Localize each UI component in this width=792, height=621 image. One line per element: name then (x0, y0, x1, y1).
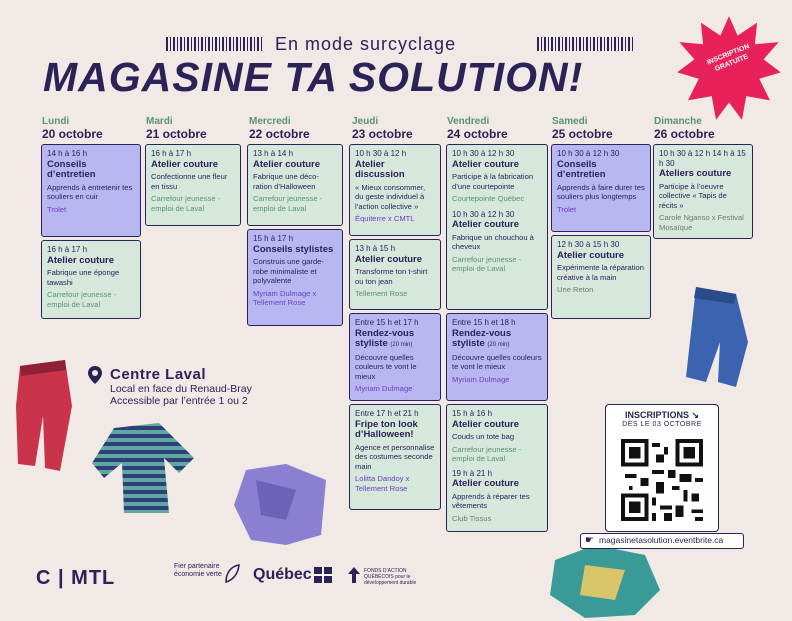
event-card-jeudi-rdv-styliste[interactable]: Entre 15 h et 17 h Rendez-vous styliste (20 min) Découvre quelles couleurs te vont le mieux Myriam Dulmage (349, 313, 441, 401)
map-pin-icon (88, 366, 102, 384)
inscriptions-date: DÈS LE 03 OCTOBRE (622, 421, 702, 428)
cursor-hand-icon: ☛ (585, 535, 594, 546)
day-header-lundi: Lundi 20 octobre (42, 116, 103, 141)
fonds-action-logo: FONDS D’ACTION QUÉBÉCOIS pour le développement durable (364, 568, 417, 586)
event-card-mardi-couture[interactable]: 16 h à 17 h Atelier couture Confectionne une fleur en tissu Carrefour jeunesse -emploi de Laval (145, 144, 241, 226)
event-card-jeudi-fripe[interactable]: Entre 17 h et 21 h Fripe ton look d’Halloween! Agence et personnalise des costumes seconde main Lolitta Dandoy x Tellement Rose (349, 404, 441, 510)
event-card-lundi-couture[interactable]: 16 h à 17 h Atelier couture Fabrique une éponge tawashi Carrefour jeunesse -emploi de Laval (41, 240, 141, 319)
day-header-mardi: Mardi 21 octobre (146, 116, 207, 141)
event-card-vendredi-couture-pair[interactable]: 10 h 30 à 12 h 30 Atelier couture Participe à la fabrication d’une courtepointe Courtepointe Québec 10 h 30 à 12 h 30 Atelier couture Fabrique un chouchou à cheveux Carrefour jeunesse -emploi de Laval (446, 144, 548, 310)
badge-text: INSCRIPTION GRATUITE (706, 43, 751, 74)
purple-shirt-icon (226, 460, 336, 550)
event-card-dimanche-couture[interactable]: 10 h 30 à 12 h 14 h à 15 h 30 Ateliers couture Participe à l’oeuvre collective « Tapis de récits » Carole Nganso x Festival Mosaïque (653, 144, 753, 239)
location-block (88, 366, 252, 407)
registration-url[interactable] (580, 533, 744, 549)
event-card-mercredi-couture[interactable]: 13 h à 14 h Atelier couture Fabrique une déco- ration d’Halloween Carrefour jeunesse -emploi de Laval (247, 144, 343, 226)
location-line-2: Accessible par l’entrée 1 ou 2 (110, 395, 248, 407)
inscriptions-box (605, 404, 719, 532)
location-name: Centre Laval (110, 366, 207, 383)
striped-sweater-icon (84, 418, 204, 518)
subtitle: En mode surcyclage (275, 34, 457, 54)
event-card-vendredi-rdv-styliste[interactable]: Entre 15 h et 18 h Rendez-vous styliste (20 min) Découvre quelles couleurs te vont le mieux Myriam Dulmage (446, 313, 548, 401)
leaf-icon (224, 564, 240, 584)
red-jeans-icon (10, 356, 80, 476)
event-card-mercredi-stylistes[interactable]: 15 h à 17 h Conseils stylistes Construis une garde- robe minimaliste et polyvalente Myriam Dulmage x Tellement Rose (247, 229, 343, 326)
qr-code-icon[interactable] (621, 439, 703, 521)
teal-shirt-icon (545, 540, 665, 620)
day-header-samedi: Samedi 25 octobre (552, 116, 613, 141)
event-card-samedi-couture[interactable]: 12 h 30 à 15 h 30 Atelier couture Expérimente la réparation créative à la main Une Reton (551, 235, 651, 319)
day-header-vendredi: Vendredi 24 octobre (447, 116, 508, 141)
page-title: MAGASINE TA SOLUTION! (43, 54, 584, 100)
event-card-jeudi-discussion[interactable]: 10 h 30 à 12 h Atelier discussion « Mieux consommer, du geste individuel à l’action collective » Équiterre x CMTL (349, 144, 441, 236)
inscriptions-heading: INSCRIPTIONS ↘ (624, 410, 700, 420)
quebec-logo: Québec (253, 566, 312, 583)
blue-jeans-icon (676, 282, 756, 392)
event-card-vendredi-couture-evening[interactable]: 15 h à 16 h Atelier couture Couds un tote bag Carrefour jeunesse -emploi de Laval 19 h à 21 h Atelier couture Apprends à réparer tes vêtements Club Tissus (446, 404, 548, 532)
economie-verte-logo: Fier partenaire économie verte (174, 563, 222, 578)
event-card-samedi-entretien[interactable]: 10 h 30 à 12 h 30 Conseils d’entretien Apprends à faire durer tes souliers plus longtemps Trolet (551, 144, 651, 232)
barcode-decoration-left (166, 37, 262, 51)
fonds-action-icon (347, 566, 361, 584)
day-header-dimanche: Dimanche 26 octobre (654, 116, 715, 141)
event-card-lundi-entretien[interactable]: 14 h à 16 h Conseils d’entretien Apprends à entretenir tes souliers en cuir Trolet (41, 144, 141, 237)
barcode-decoration-right (537, 37, 633, 51)
location-line-1: Local en face du Renaud-Bray (110, 383, 252, 395)
event-card-jeudi-couture[interactable]: 13 h à 15 h Atelier couture Transforme ton t-shirt ou ton jean Tellement Rose (349, 239, 441, 310)
cmtl-logo: C | MTL (36, 567, 116, 589)
day-header-jeudi: Jeudi 23 octobre (352, 116, 413, 141)
registration-url-text: magasinetasolution.eventbrite.ca (599, 535, 724, 545)
quebec-flag-icon (314, 567, 332, 583)
day-header-mercredi: Mercredi 22 octobre (249, 116, 310, 141)
